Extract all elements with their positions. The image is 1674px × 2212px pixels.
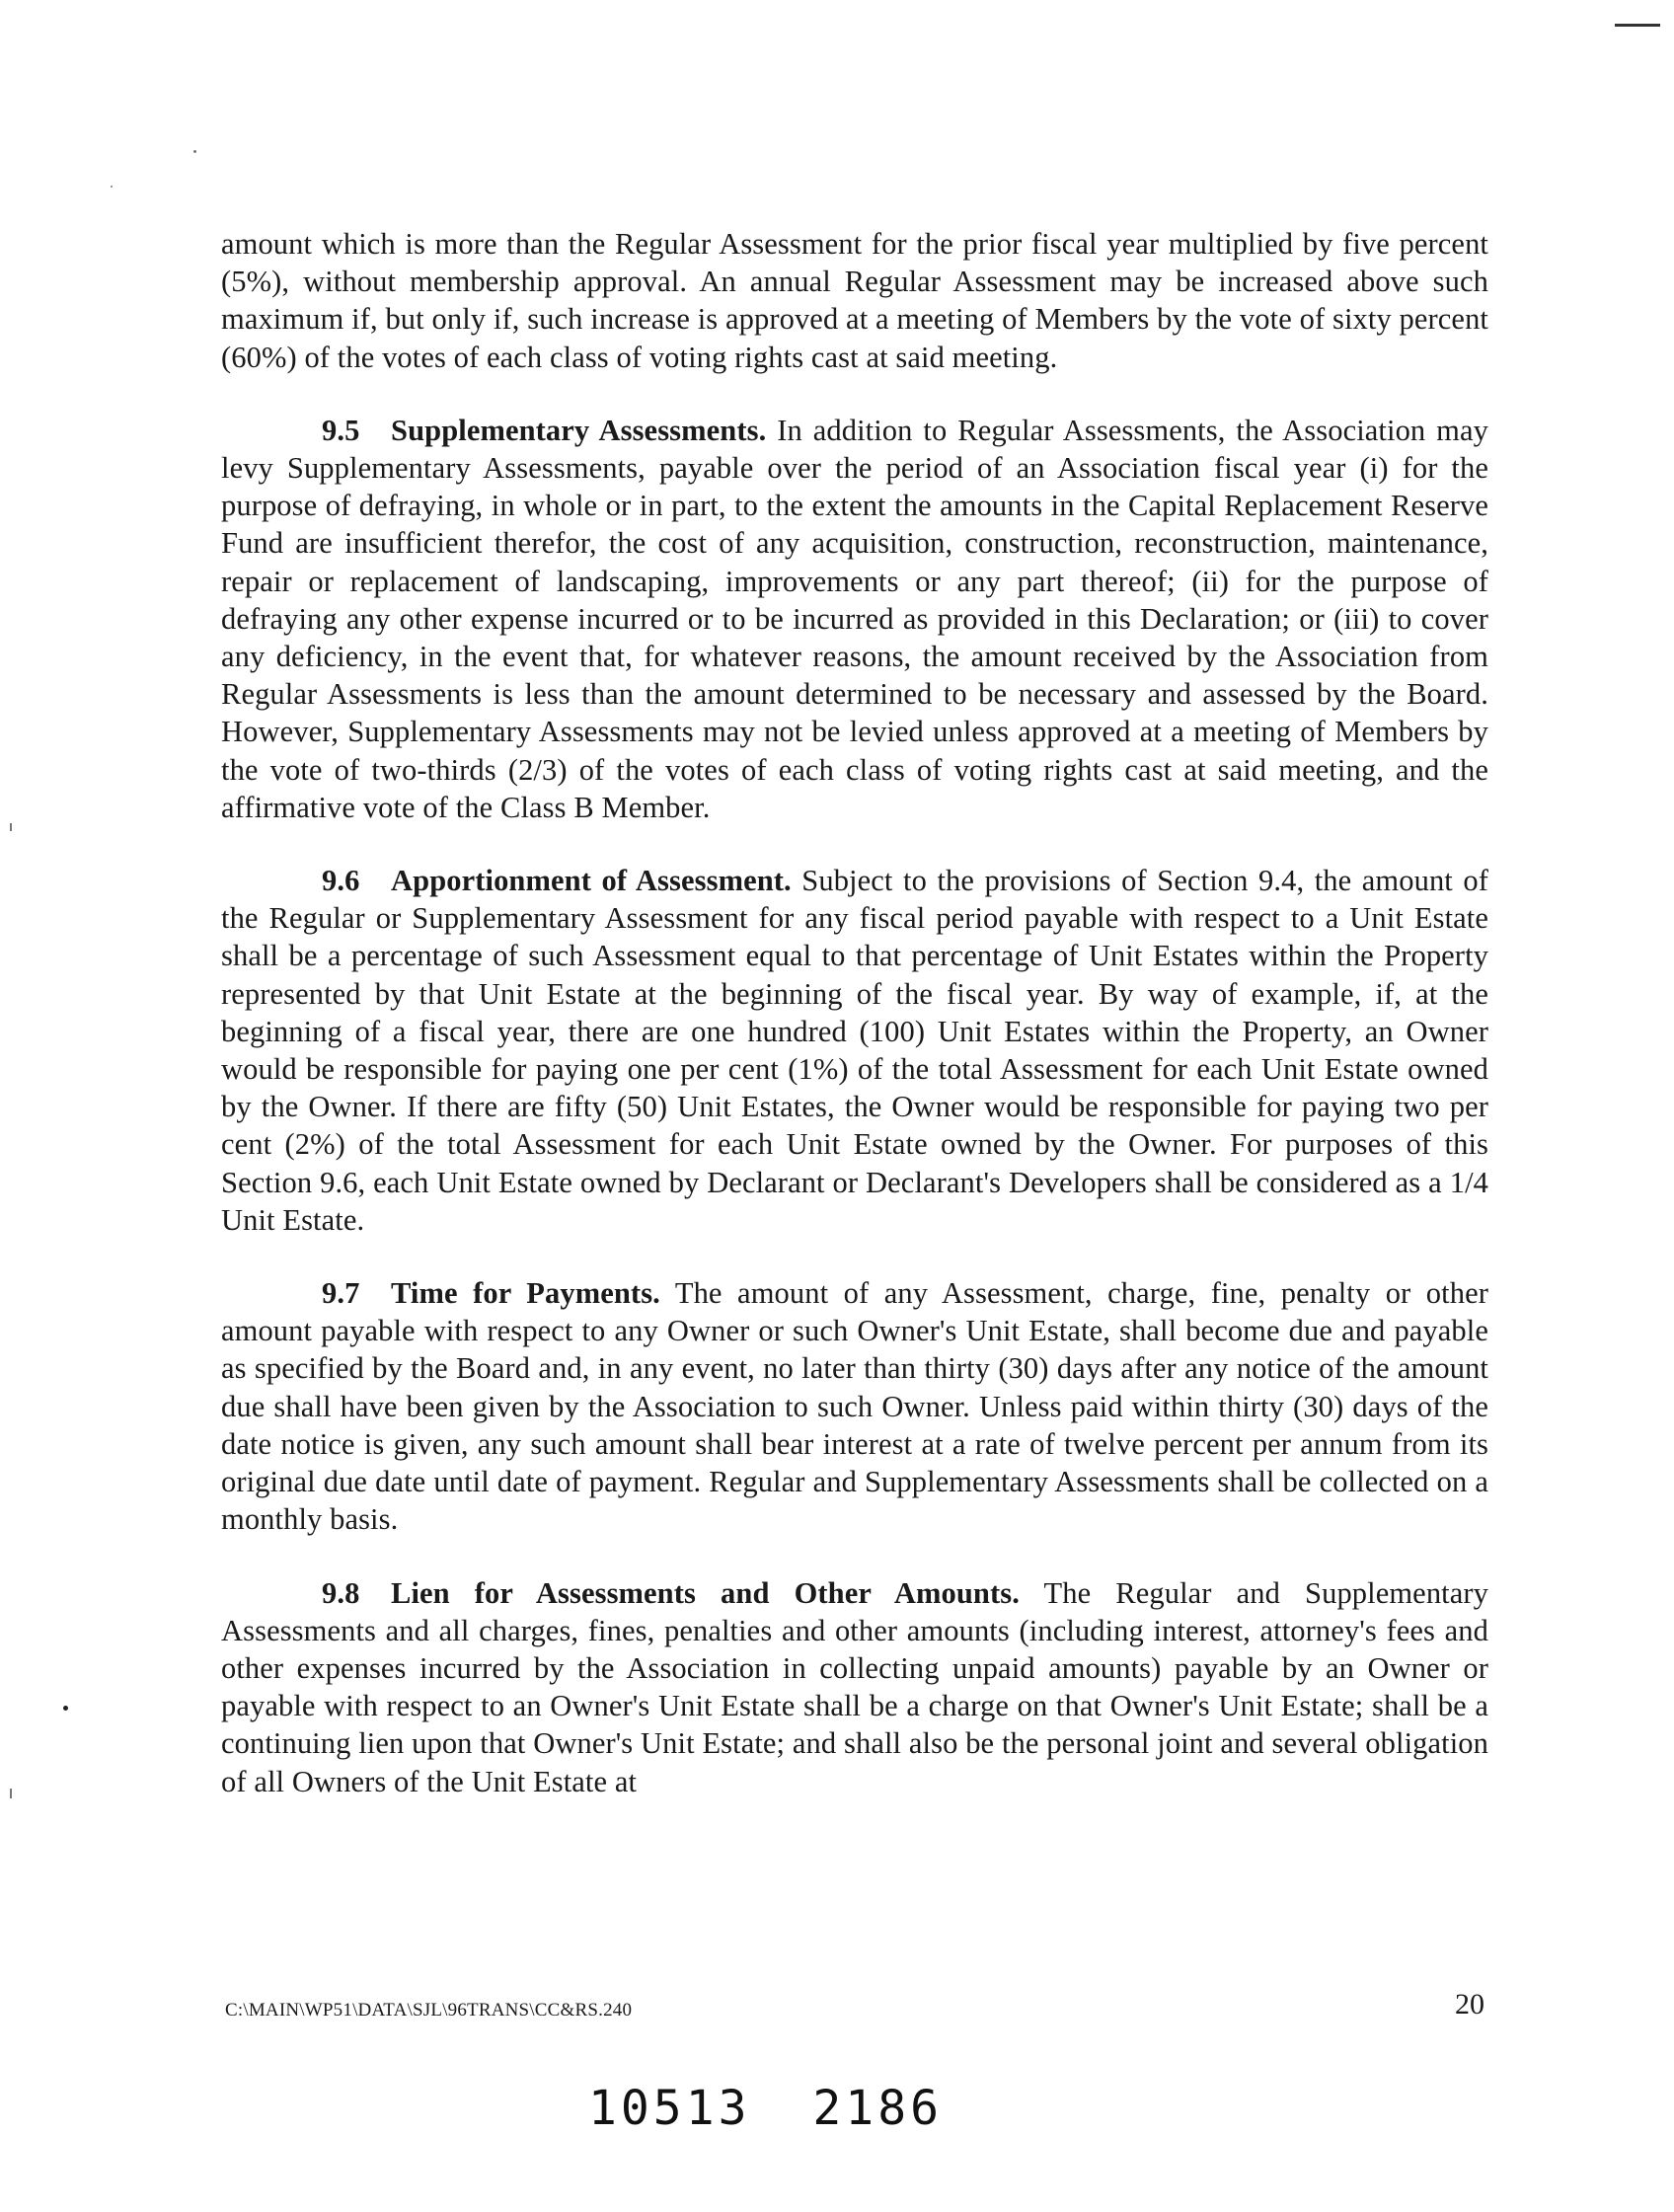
- continuation-paragraph: [221, 225, 1488, 376]
- section-text: In addition to Regular Assessments, the Association may levy Supplementary Assessments, payable over the period of an Association fiscal year (i) for the purpose of defraying, in whole or in part, to the extent the amounts in the Capital Replacement Reserve Fund are insufficient therefor, the cost of any acquisition, construction, reconstruction, maintenance, repair or replacement of landscaping, improvements or any part thereof; (ii) for the purpose of defraying any other expense incurred or to be incurred as provided in this Declaration; or (iii) to cover any deficiency, in the event that, for whatever reasons, the amount received by the Association from Regular Assessments is less than the amount determined to be necessary and assessed by the Board. However, Supplementary Assessments may not be levied unless approved at a meeting of Members by the vote of two-thirds (2/3) of the votes of each class of voting rights cast at said meeting, and the affirmative vote of the Class B Member.: [221, 413, 1488, 824]
- section-text: The amount of any Assessment, charge, fine, penalty or other amount payable with respect to any Owner or such Owner's Unit Estate, shall become due and payable as specified by the Board and, in any event, no later than thirty (30) days after any notice of the amount due shall have been given by the Association to such Owner. Unless paid within thirty (30) days of the date notice is given, any such amount shall bear interest at a rate of twelve percent per annum from its original due date until date of payment. Regular and Supplementary Assessments shall be collected on a monthly basis.: [221, 1276, 1488, 1537]
- scan-speck: [193, 150, 196, 153]
- page-number: 20: [1455, 1988, 1484, 2021]
- section-title: Lien for Assessments and Other Amounts.: [391, 1575, 1020, 1610]
- scan-speck: [10, 1789, 12, 1798]
- section-title: Apportionment of Assessment.: [391, 864, 792, 898]
- section-9-7: [221, 1274, 1488, 1538]
- section-text: The Regular and Supplementary Assessments and all charges, fines, penalties and other amounts (including interest, attorney's fees and other expenses incurred by the Association in collecting unpaid amounts) payable by an Owner or payable with respect to an Owner's Unit Estate shall be a charge on that Owner's Unit Estate; shall be a continuing lien upon that Owner's Unit Estate; and shall also be the personal joint and several obligation of all Owners of the Unit Estate at: [221, 1575, 1488, 1798]
- scan-speck: [10, 823, 12, 831]
- section-number: 9.5: [322, 413, 360, 447]
- document-body: [221, 225, 1488, 1836]
- scan-speck: [63, 1706, 68, 1711]
- section-title: Supplementary Assessments.: [391, 413, 767, 447]
- section-number: 9.6: [322, 864, 360, 898]
- section-number: 9.8: [322, 1575, 360, 1610]
- section-title: Time for Payments.: [391, 1276, 660, 1311]
- section-9-5: [221, 412, 1488, 826]
- scan-speck: [111, 186, 113, 188]
- section-9-8: [221, 1574, 1488, 1800]
- section-text: Subject to the provisions of Section 9.4, the amount of the Regular or Supplementary Assessment for any fiscal period payable with respect to a Unit Estate shall be a percentage of such Assessment equal to that percentage of Unit Estates within the Property represented by that Unit Estate at the beginning of the fiscal year. By way of example, if, at the beginning of a fiscal year, there are one hundred (100) Unit Estates within the Property, an Owner would be responsible for paying one per cent (1%) of the total Assessment for each Unit Estate owned by the Owner. If there are fifty (50) Unit Estates, the Owner would be responsible for paying two per cent (2%) of the total Assessment for each Unit Estate owned by the Owner. For purposes of this Section 9.6, each Unit Estate owned by Declarant or Declarant's Developers shall be considered as a 1/4 Unit Estate.: [221, 864, 1488, 1237]
- section-text: amount which is more than the Regular Assessment for the prior fiscal year multiplied by five percent (5%), without membership approval. An annual Regular Assessment may be increased above such maximum if, but only if, such increase is approved at a meeting of Members by the vote of sixty percent (60%) of the votes of each class of voting rights cast at said meeting.: [221, 227, 1488, 374]
- section-9-6: [221, 862, 1488, 1239]
- scan-edge-mark: [1615, 24, 1660, 27]
- recording-stamp: 10513 2186: [588, 2081, 943, 2136]
- section-number: 9.7: [322, 1276, 360, 1311]
- footer-file-path: C:\MAIN\WP51\DATA\SJL\96TRANS\CC&RS.240: [225, 2000, 633, 2021]
